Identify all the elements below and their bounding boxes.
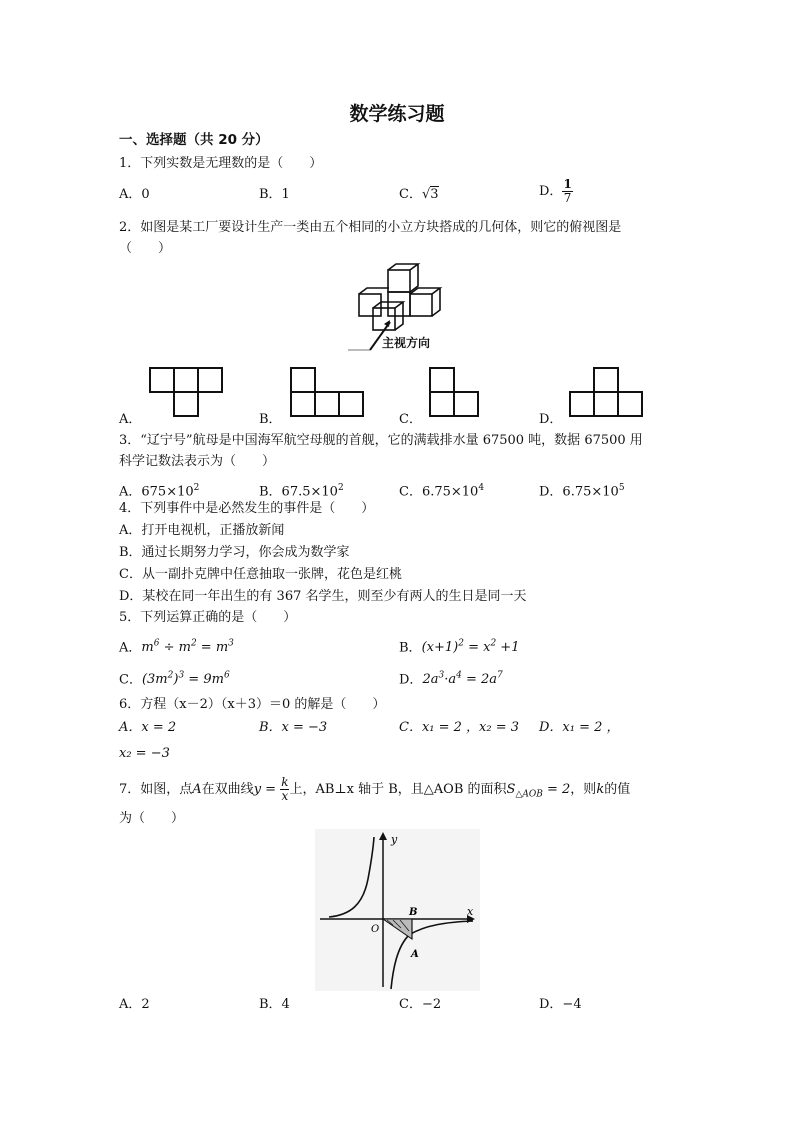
q7-option-a: A．2: [119, 997, 150, 1012]
q5-d-expr: $2a^3\cdot a^4 = 2a^7$: [422, 671, 503, 688]
section-heading: 一、选择题（共 20 分）: [119, 132, 269, 148]
q1-option-c: [399, 186, 439, 204]
q4-option-b: B．通过长期努力学习，你会成为数学家: [119, 545, 350, 560]
q2-view-b: [289, 366, 369, 418]
k-var: k: [596, 782, 605, 797]
q1-option-d: [539, 178, 573, 205]
q3-c-base: C．6.75×10: [399, 484, 479, 500]
hyperbola-graph: [315, 829, 480, 991]
q5-b-expr: $(x+1)^2 = x^2 +1$: [421, 639, 520, 656]
q1-option-d-label: D．: [539, 184, 563, 199]
q7-stem-part-c: 上，AB⊥x 轴于 B，且△AOB 的面积: [289, 782, 507, 797]
q2-view-c: [428, 366, 488, 418]
q2-stem: 2．如图是某工厂要设计生产一类由五个相同的小立方块搭成的几何体，则它的俯视图是: [119, 220, 622, 235]
q3-stem-line1: 3．“辽宁号”航母是中国海军航空母舰的首舰，它的满载排水量 67500 吨，数据 67500 用: [119, 433, 643, 448]
q2-option-b: B．: [259, 412, 282, 427]
q7-stem-part-b: 在双曲线: [201, 782, 254, 797]
q1-option-a: A．0: [119, 187, 150, 202]
q7-option-d: D．−4: [539, 997, 582, 1012]
x-axis-label: x: [467, 905, 474, 918]
q6-option-a: A．x = 2: [119, 720, 177, 735]
q1-frac-den: 7: [563, 191, 572, 205]
q3-option-a: [119, 479, 199, 501]
q3-a-base: A．675×10: [119, 484, 194, 500]
q6-stem: 6．方程（x－2）（x＋3）＝0 的解是（ ）: [119, 697, 386, 712]
area-eq: $S_{\triangle AOB} = 2$: [506, 782, 571, 800]
q6-option-d-cont: x₂ = −3: [119, 746, 170, 761]
q2-option-a: A．: [119, 412, 142, 427]
q5-a-expr: $m^6 \div m^2 = m^3$: [141, 639, 234, 656]
q3-stem-line2: 科学记数法表示为（ ）: [119, 454, 276, 469]
q7-stem-part-d: ，则: [570, 782, 597, 797]
q3-option-c: [399, 479, 484, 501]
q1-fraction: [562, 178, 572, 205]
q7-stem-line1: [119, 776, 630, 804]
q2-option-c: C．: [399, 412, 422, 427]
q1-frac-num: 1: [563, 177, 572, 191]
q6-option-b: B．x = −3: [259, 720, 328, 735]
q5-b-label: B．: [399, 640, 422, 656]
q5-c-expr: $(3m^2)^3 = 9m^6$: [141, 671, 230, 688]
page-title: 数学练习题: [349, 103, 445, 125]
point-a-label: A: [411, 949, 419, 960]
q7-stem-line2: 为（ ）: [119, 811, 185, 826]
q3-c-exp: 4: [478, 483, 485, 493]
q5-option-b: [399, 635, 519, 657]
q7-stem-part-e: 的值: [604, 782, 631, 797]
q2-option-d: D．: [539, 412, 563, 427]
q4-stem: 4．下列事件中是必然发生的事件是（ ）: [119, 501, 375, 516]
view-direction-label: 主视方向: [382, 336, 431, 350]
origin-label: O: [371, 924, 380, 935]
q5-option-c: [119, 667, 230, 689]
q1-option-b: B．1: [259, 187, 290, 202]
y-axis-label: y: [391, 833, 398, 846]
q6-option-c: C．x₁ = 2 ，x₂ = 3: [399, 720, 520, 735]
q2-view-d: [568, 366, 648, 418]
k-over-x: $\frac{k}{x}$: [281, 775, 289, 803]
point-a: A: [192, 782, 202, 797]
q7-stem-part-a: 7．如图，点: [119, 782, 193, 797]
sqrt-symbol: √: [421, 187, 431, 202]
q7-option-c: C．−2: [399, 997, 442, 1012]
q1-radicand: 3: [430, 187, 439, 202]
q5-stem: 5．下列运算正确的是（ ）: [119, 610, 297, 625]
q3-option-b: [259, 479, 344, 501]
q3-d-exp: 5: [618, 483, 625, 493]
q1-stem: 1．下列实数是无理数的是（ ）: [119, 156, 323, 171]
point-b-label: B: [409, 907, 418, 918]
q5-option-a: [119, 635, 234, 657]
q4-option-a: A．打开电视机，正播放新闻: [119, 523, 285, 538]
q2-view-a: [148, 366, 228, 418]
q1-option-c-label: C．: [399, 187, 422, 202]
q3-b-base: B．67.5×10: [259, 484, 338, 500]
q3-a-exp: 2: [193, 483, 200, 493]
q6-option-d: D．x₁ = 2 ，: [539, 720, 620, 735]
q2-paren: （ ）: [119, 241, 172, 256]
q3-option-d: [539, 479, 625, 501]
q3-b-exp: 2: [337, 483, 344, 493]
q5-c-label: C．: [119, 672, 142, 688]
hyperbola-eq: y =: [253, 782, 281, 797]
q5-d-label: D．: [399, 672, 423, 688]
q5-a-label: A．: [119, 640, 142, 656]
q4-option-c: C．从一副扑克牌中任意抽取一张牌，花色是红桃: [119, 567, 402, 582]
q5-option-d: [399, 667, 503, 689]
q7-option-b: B．4: [259, 997, 290, 1012]
q4-option-d: D．某校在同一年出生的有 367 名学生，则至少有两人的生日是同一天: [119, 589, 527, 604]
q3-d-base: D．6.75×10: [539, 484, 619, 500]
